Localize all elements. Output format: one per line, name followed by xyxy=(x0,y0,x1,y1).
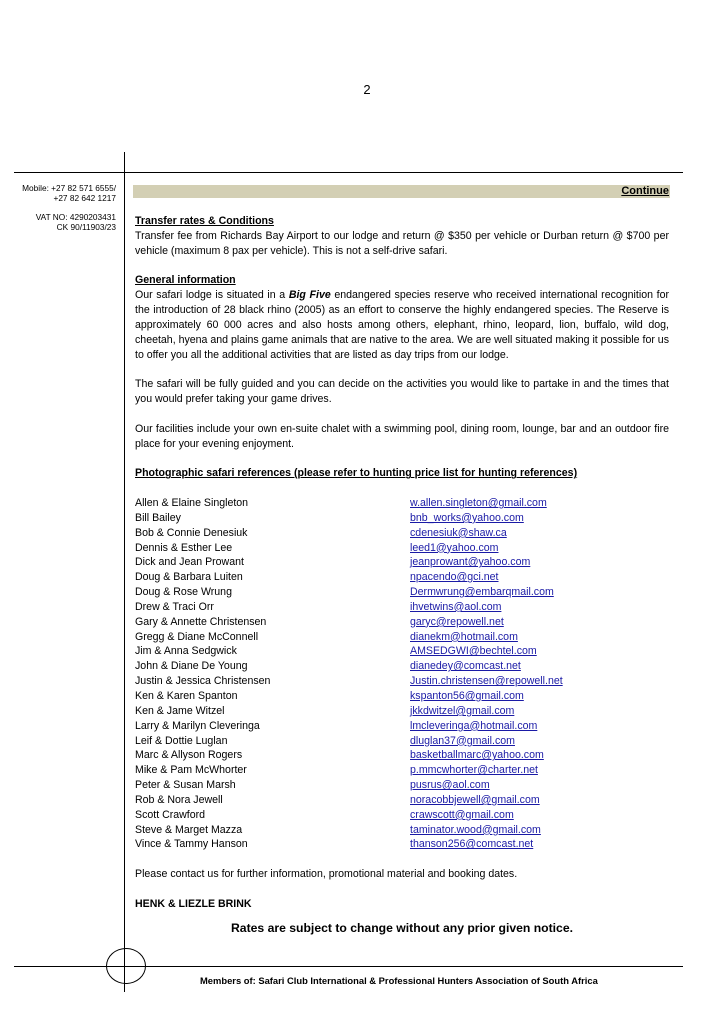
general-heading: General information xyxy=(135,274,236,287)
reference-name: Dick and Jean Prowant xyxy=(135,556,244,569)
transfer-body: Transfer fee from Richards Bay Airport to our lodge and return @ $350 per vehicle or Durban return @ $700 per vehicle (maximum 8 pax per vehicle). This is not a self-drive safari. xyxy=(135,229,669,257)
general-para-2: The safari will be fully guided and you can decide on the activities you would like to partake in and the times that you would prefer taking your game drives. xyxy=(135,378,669,406)
reference-email-link[interactable]: AMSEDGWI@bechtel.com xyxy=(410,645,537,658)
reference-email-link[interactable]: dianedey@comcast.net xyxy=(410,660,521,673)
reference-email-link[interactable]: lmcleveringa@hotmail.com xyxy=(410,719,538,732)
reference-row xyxy=(135,837,669,852)
reference-row xyxy=(135,526,669,541)
reference-name: Dennis & Esther Lee xyxy=(135,541,233,554)
general-para-1-rest: endangered species reserve who received international recognition for the introduction of 28 black rhino (2005) as an effort to conserve the highly endangered species. The Reserve is approximately 60 000 acres and also hosts among others, elephant, rhino, leopard, lion, buffalo, wild dog, cheetah, hyena and plains game animals that are native to the area. We are well situated making it possible for us to offer you all the additional activities that are listed as day trips from our lodge. xyxy=(135,289,669,361)
reference-email-link[interactable]: Dermwrung@embarqmail.com xyxy=(410,586,554,599)
reference-name: Doug & Barbara Luiten xyxy=(135,571,243,584)
reference-name: Scott Crawford xyxy=(135,808,206,821)
reference-name: Ken & Jame Witzel xyxy=(135,704,225,717)
sidebar-registration xyxy=(0,212,116,232)
reference-row xyxy=(135,511,669,526)
reference-email-link[interactable]: p.mmcwhorter@charter.net xyxy=(410,764,538,777)
reference-name: Marc & Allyson Rogers xyxy=(135,749,243,762)
margin-rule xyxy=(124,152,125,992)
reference-email-link[interactable]: taminator.wood@gmail.com xyxy=(410,823,541,836)
reference-email-link[interactable]: jkkdwitzel@gmail.com xyxy=(410,704,515,717)
reference-name: Mike & Pam McWhorter xyxy=(135,764,247,777)
sidebar-mobile-2: +27 82 642 1217 xyxy=(53,193,116,203)
reference-name: Larry & Marilyn Cleveringa xyxy=(135,719,260,732)
reference-row xyxy=(135,734,669,749)
reference-row xyxy=(135,748,669,763)
reference-email-link[interactable]: noracobbjewell@gmail.com xyxy=(410,793,540,806)
header-rule xyxy=(14,172,683,173)
reference-name: Jim & Anna Sedgwick xyxy=(135,645,237,658)
reference-row xyxy=(135,585,669,600)
general-para-3: Our facilities include your own en-suite chalet with a swimming pool, dining room, lounge, bar and an outdoor fire place for your evening enjoyment. xyxy=(135,422,669,450)
reference-row xyxy=(135,615,669,630)
reference-name: Rob & Nora Jewell xyxy=(135,793,223,806)
reference-row xyxy=(135,793,669,808)
reference-email-link[interactable]: garyc@repowell.net xyxy=(410,615,504,628)
reference-row xyxy=(135,644,669,659)
reference-name: Bill Bailey xyxy=(135,511,181,524)
reference-name: Vince & Tammy Hanson xyxy=(135,838,248,851)
reference-name: Allen & Elaine Singleton xyxy=(135,497,249,510)
reference-row xyxy=(135,570,669,585)
continue-link[interactable]: Continue xyxy=(621,185,669,197)
margin-circle xyxy=(106,948,146,984)
sidebar-mobile-1: Mobile: +27 82 571 6555/ xyxy=(22,183,116,193)
reference-email-link[interactable]: ihvetwins@aol.com xyxy=(410,600,502,613)
footer-membership: Members of: Safari Club International & Professional Hunters Association of South Africa xyxy=(200,975,598,986)
big-five-emphasis: Big Five xyxy=(288,289,331,302)
reference-row xyxy=(135,704,669,719)
reference-email-link[interactable]: dianekm@hotmail.com xyxy=(410,630,518,643)
reference-name: Gregg & Diane McConnell xyxy=(135,630,259,643)
reference-email-link[interactable]: crawscott@gmail.com xyxy=(410,808,514,821)
reference-row xyxy=(135,630,669,645)
references-heading: Photographic safari references (please refer to hunting price list for hunting references) xyxy=(135,467,578,480)
transfer-heading: Transfer rates & Conditions xyxy=(135,215,274,227)
reference-email-link[interactable]: thanson256@comcast.net xyxy=(410,838,534,851)
reference-email-link[interactable]: kspanton56@gmail.com xyxy=(410,690,524,702)
price-notice: Rates are subject to change without any prior given notice. xyxy=(231,921,573,935)
reference-name: Ken & Karen Spanton xyxy=(135,690,238,702)
contact-line: Please contact us for further information, promotional material and booking dates. xyxy=(135,868,518,881)
reference-name: Leif & Dottie Luglan xyxy=(135,734,228,747)
reference-row xyxy=(135,778,669,793)
reference-row xyxy=(135,763,669,778)
reference-row xyxy=(135,659,669,674)
reference-row xyxy=(135,719,669,734)
reference-name: Bob & Connie Denesiuk xyxy=(135,526,248,539)
reference-email-link[interactable]: dluglan37@gmail.com xyxy=(410,734,515,747)
reference-row xyxy=(135,689,669,704)
references-list xyxy=(135,496,669,852)
reference-row xyxy=(135,541,669,556)
reference-email-link[interactable]: w.allen.singleton@gmail.com xyxy=(410,497,547,510)
reference-row xyxy=(135,823,669,838)
sidebar-contact xyxy=(0,183,116,203)
reference-row xyxy=(135,808,669,823)
reference-email-link[interactable]: bnb_works@yahoo.com xyxy=(410,511,524,524)
reference-row xyxy=(135,496,669,511)
page-number: 2 xyxy=(363,82,371,97)
sidebar-ck: CK 90/11903/23 xyxy=(56,222,116,232)
reference-name: John & Diane De Young xyxy=(135,660,248,673)
reference-email-link[interactable]: Justin.christensen@repowell.net xyxy=(410,675,563,688)
sidebar-vat: VAT NO: 4290203431 xyxy=(35,212,116,222)
reference-email-link[interactable]: jeanprowant@yahoo.com xyxy=(410,556,531,569)
reference-email-link[interactable]: leed1@yahoo.com xyxy=(410,541,499,554)
main-content xyxy=(135,214,669,912)
reference-name: Justin & Jessica Christensen xyxy=(135,675,271,688)
reference-row xyxy=(135,674,669,689)
reference-row xyxy=(135,600,669,615)
general-para-1 xyxy=(135,288,669,362)
reference-email-link[interactable]: pusrus@aol.com xyxy=(410,779,490,792)
reference-email-link[interactable]: npacendo@gci.net xyxy=(410,571,499,584)
reference-name: Peter & Susan Marsh xyxy=(135,779,236,792)
general-para-1-start: Our safari lodge is situated in a xyxy=(135,289,289,302)
reference-email-link[interactable]: basketballmarc@yahoo.com xyxy=(410,749,544,762)
reference-name: Gary & Annette Christensen xyxy=(135,615,267,628)
reference-name: Doug & Rose Wrung xyxy=(135,586,232,599)
reference-row xyxy=(135,555,669,570)
reference-name: Steve & Marget Mazza xyxy=(135,823,243,836)
continue-bar xyxy=(133,185,670,198)
reference-name: Drew & Traci Orr xyxy=(135,600,214,613)
signature: HENK & LIEZLE BRINK xyxy=(135,897,252,910)
reference-email-link[interactable]: cdenesiuk@shaw.ca xyxy=(410,526,507,539)
